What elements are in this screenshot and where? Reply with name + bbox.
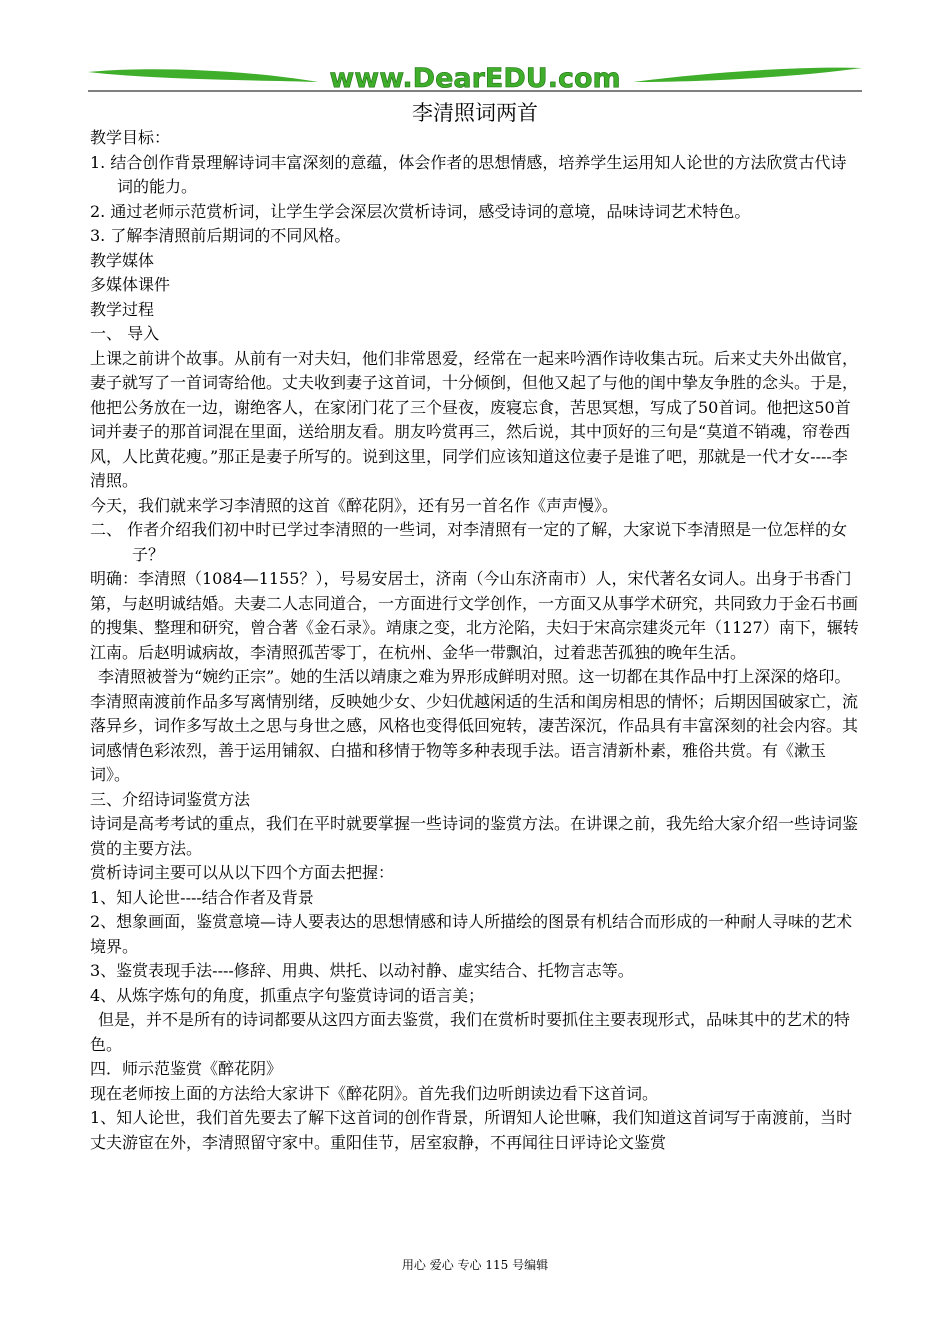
intro-today-paragraph: 今天，我们就来学习李清照的这首《醉花阴》，还有另一首名作《声声慢》。 — [90, 495, 619, 515]
goal-item-3: 3. 了解李清照前后期词的不同风格。 — [90, 226, 351, 245]
demo-intro-paragraph: 现在老师按上面的方法给大家讲下《醉花阴》。首先我们边听朗读边看下这首词。 — [90, 1083, 659, 1103]
goal-item-1: 1. 结合创作背景理解诗词丰富深刻的意蕴，体会作者的思想情感，培养学生运用知人论世的方法欣赏古代诗词的能力。 — [90, 152, 847, 196]
section-1-heading: 一、 导入 — [90, 324, 160, 343]
site-logo-text: www.DearEDU.com — [329, 63, 621, 94]
author-bio-paragraph: 明确：李清照（1084—1155？），号易安居士，济南（今山东济南市）人，宋代著名女词人。出身于书香门第，与赵明诚结婚。夫妻二人志同道合，一方面进行文学创作，一方面又从事学术研究，共同致力于金石书画的搜集、整理和研究，曾合著《金石录》。靖康之变，北方沦陷，夫妇于宋高宗建炎元年（1127）南下，辗转江南。后赵明诚病故，李清照孤苦零丁，在杭州、金华一带飘泊，过着悲苦孤独的晚年生活。 — [90, 569, 859, 662]
heading-teaching-media: 教学媒体 — [90, 250, 155, 270]
section-3-heading: 三、介绍诗词鉴赏方法 — [90, 789, 251, 809]
method-note-paragraph: 但是，并不是所有的诗词都要从这四方面去鉴赏，我们在赏析时要抓住主要表现形式，品味其中的艺术的特色。 — [90, 1010, 851, 1054]
method-item-2: 2、想象画面，鉴赏意境—诗人要表达的思想情感和诗人所描绘的图景有机结合而形成的一种耐人寻味的艺术境界。 — [90, 912, 853, 956]
section-2-heading: 二、 作者介绍我们初中时已学过李清照的一些词，对李清照有一定的了解，大家说下李清照是一位怎样的女子？ — [90, 520, 848, 564]
method-lead-paragraph: 赏析诗词主要可以从以下四个方面去把握： — [90, 863, 395, 882]
demo-step-1-paragraph: 1、知人论世，我们首先要去了解下这首词的创作背景，所谓知人论世嘛，我们知道这首词写于南渡前，当时丈夫游宦在外，李清照留守家中。重阳佳节，居室寂静，不再闻往日评诗论文鉴赏 — [90, 1108, 853, 1152]
media-item: 多媒体课件 — [90, 275, 171, 294]
document-body — [90, 126, 860, 1155]
section-4-heading: 四．师示范鉴赏《醉花阴》 — [90, 1059, 283, 1078]
heading-teaching-process: 教学过程 — [90, 299, 155, 319]
heading-teaching-goals: 教学目标： — [90, 128, 171, 147]
page-footer: 用心 爱心 专心 115 号编辑 — [401, 1258, 549, 1272]
goal-item-2: 2. 通过老师示范赏析词，让学生学会深层次赏析诗词，感受诗词的意境，品味诗词艺术特色。 — [90, 201, 751, 221]
page-title: 李清照词两首 — [412, 101, 538, 125]
method-item-3: 3、鉴赏表现手法----修辞、用典、烘托、以动衬静、虚实结合、托物言志等。 — [90, 961, 634, 980]
intro-story-paragraph: 上课之前讲个故事。从前有一对夫妇，他们非常恩爱，经常在一起来吟酒作诗收集古玩。后来丈夫外出做官，妻子就写了一首词寄给他。丈夫收到妻子这首词，十分倾倒，但他又起了与他的闺中挚友争胜的念头。于是，他把公务放在一边，谢绝客人，在家闭门花了三个昼夜，废寝忘食，苦思冥想，写成了50首词。他把这50首词并妻子的那首词混在里面，送给朋友看。朋友吟赏再三，然后说，其中顶好的三句是“莫道不销魂，帘卷西风，人比黄花瘦。”那正是妻子所写的。说到这里，同学们应该知道这位妻子是谁了吧，那就是一代才女----李清照。 — [90, 348, 859, 490]
author-style-paragraph: 李清照被誉为“婉约正宗”。她的生活以靖康之难为界形成鲜明对照。这一切都在其作品中打上深深的烙印。李清照南渡前作品多写离情别绪，反映她少女、少妇优越闲适的生活和闺房相思的情怀；后期因国破家亡，流落异乡，词作多写故土之思与身世之感，风格也变得低回宛转，凄苦深沉，作品具有丰富深刻的社会内容。其词感情色彩浓烈，善于运用铺叙、白描和移情于物等多种表现手法。语言清新朴素，雅俗共赏。有《漱玉词》。 — [90, 667, 859, 784]
method-item-1: 1、知人论世----结合作者及背景 — [90, 887, 314, 907]
method-item-4: 4、从炼字炼句的角度，抓重点字句鉴赏诗词的语言美； — [90, 985, 485, 1005]
method-intro-paragraph: 诗词是高考考试的重点，我们在平时就要掌握一些诗词的鉴赏方法。在讲课之前，我先给大家介绍一些诗词鉴赏的主要方法。 — [90, 814, 859, 858]
green-swoosh-logo — [88, 60, 862, 96]
site-header-banner — [88, 60, 862, 96]
